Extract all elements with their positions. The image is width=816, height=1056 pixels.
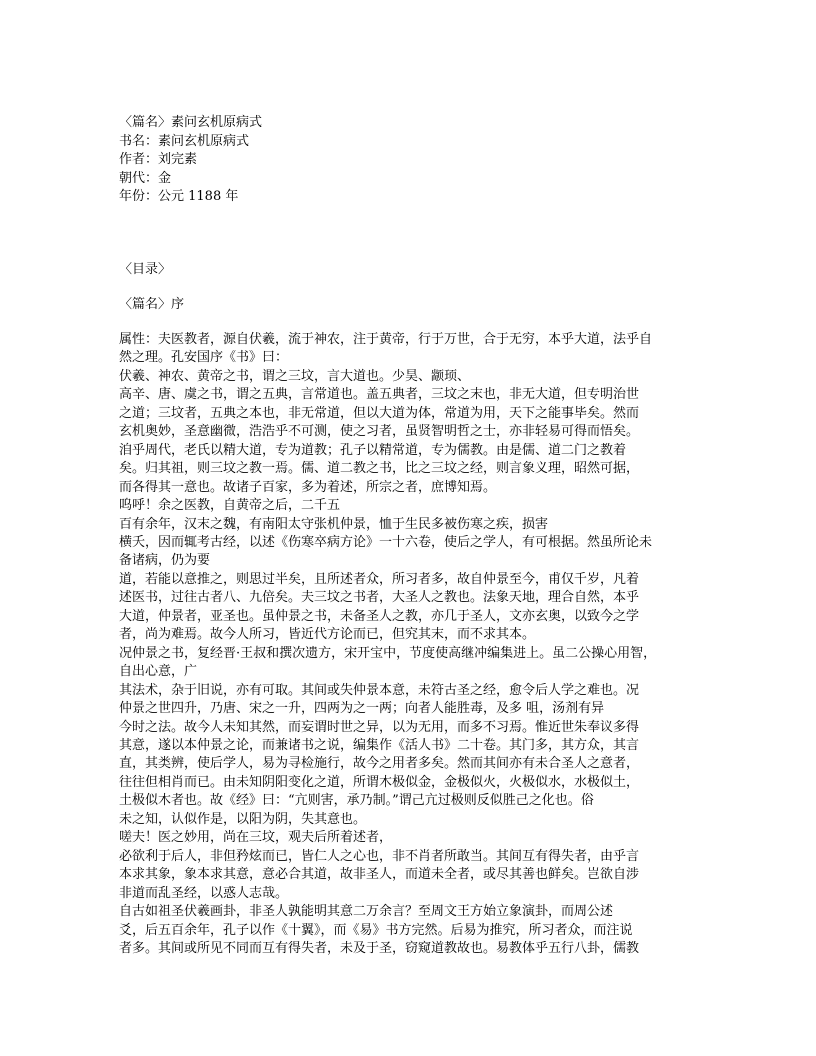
text-line: 洎乎周代，老氏以精大道，专为道教；孔子以精常道，专为儒教。由是儒、道二门之教着 (119, 442, 627, 458)
year-line: 年份：公元 1188 年 (119, 189, 239, 204)
text-line: 自出心意，广 (119, 664, 198, 680)
text-line: 其法术，杂于旧说，亦有可取。其间或失仲景本意，未符古圣之经，愈令后人学之难也。况 (119, 682, 640, 698)
text-line: 伏羲、神农、黄帝之书，谓之三坟，言大道也。少昊、颛顼、 (119, 368, 471, 384)
text-line: 本求其象，象本求其意，意必合其道，故非圣人，而道未全者，或尽其善也鲜矣。岂欲自涉 (119, 867, 640, 883)
text-line: 爻，后五百余年，孔子以作《十翼》，而《易》书方完然。后易为推究，所习者众，而注说 (119, 922, 633, 938)
text-line: 道，若能以意推之，则思过半矣，且所述者众，所习者多，故自仲景至今，甫仅千岁，凡着 (119, 571, 640, 587)
text-line: 横夭，因而辄考古经，以述《伤寒卒病方论》一十六卷，使后之学人，有可根据。然虽所论未 (119, 534, 653, 550)
text-line: 非道而乱圣经，以惑人志哉。 (119, 885, 289, 901)
text-line: 者多。其间或所见不同而互有得失者，未及于圣，窃窥道教故也。易教体乎五行八卦，儒教 (119, 940, 640, 956)
text-line: 今时之法。故今人未知其然，而妄谓时世之异，以为无用，而多不习焉。惟近世朱奉议多得 (119, 719, 640, 735)
text-line: 述医书，过往古者八、九倍矣。夫三坟之书者，大圣人之教也。法象天地，理合自然，本乎 (119, 590, 640, 606)
dynasty-line: 朝代：金 (119, 170, 172, 186)
text-line: 土极似木者也。故《经》曰：“亢则害，承乃制。”谓己亢过极则反似胜己之化也。俗 (119, 793, 594, 809)
metadata-block (119, 114, 262, 207)
text-line: 矣。归其祖，则三坟之教一焉。儒、道二教之书，比之三坟之经，则言象义理，昭然可据， (119, 461, 640, 477)
toc-label: 〈目录〉 (119, 262, 172, 277)
text-line: 直，其类辨，使后学人，易为寻检施行，故今之用者多矣。然而其间亦有未合圣人之意者， (119, 756, 640, 772)
text-line: 往往但相肖而已。由未知阴阳变化之道，所谓木极似金，金极似火，火极似水，水极似土， (119, 774, 640, 790)
text-line: 属性：夫医教者，源自伏羲，流于神农，注于黄帝，行于万世，合于无穷，本乎大道，法乎自 (119, 332, 653, 347)
text-line: 呜呼！余之医教，自黄帝之后，二千五 (119, 498, 341, 514)
body-text (119, 331, 699, 958)
book-name-line: 书名：素问玄机原病式 (119, 133, 250, 149)
text-line: 嗟夫！医之妙用，尚在三坟，观夫后所着述者， (119, 830, 393, 846)
text-line: 者，尚为难焉。故今人所习，皆近代方论而已，但究其末，而不求其本。 (119, 627, 536, 643)
text-line: 玄机奥妙，圣意幽微，浩浩乎不可测，使之习者，虽贤智明哲之士，亦非轻易可得而悟矣。 (119, 424, 640, 440)
text-line: 大道，仲景者，亚圣也。虽仲景之书，未备圣人之教，亦几于圣人，文亦玄奥，以致今之学 (119, 608, 640, 624)
title-line: 〈篇名〉素问玄机原病式 (119, 115, 263, 130)
text-line: 然之理。孔安国序《书》曰： (119, 350, 289, 366)
section-title: 〈篇名〉序 (119, 297, 185, 312)
text-line: 必欲利于后人，非但矜炫而已，皆仁人之心也，非不肖者所敢当。其间互有得失者，由乎言 (119, 848, 640, 864)
text-line: 其意，遂以本仲景之论，而兼诸书之说，编集作《活人书》二十卷。其门多，其方众，其言 (119, 737, 640, 753)
author-line: 作者：刘完素 (119, 152, 198, 167)
text-line: 自古如祖圣伏羲画卦，非圣人孰能明其意二万余言？至周文王方始立象演卦，而周公述 (119, 904, 614, 920)
text-line: 未之知，认似作是，以阳为阴，失其意也。 (119, 811, 367, 827)
text-line: 况仲景之书，复经晋·王叔和撰次遗方，宋开宝中，节度使高继冲编集进上。虽二公操心用智， (119, 645, 657, 661)
text-line: 之道；三坟者，五典之本也，非无常道，但以大道为体，常道为用，天下之能事毕矣。然而 (119, 405, 640, 421)
text-line: 备诸病，仍为要 (119, 553, 211, 569)
text-line: 而各得其一意也。故诸子百家，多为着述，所宗之者，庶博知焉。 (119, 479, 497, 495)
text-line: 高辛、唐、虞之书，谓之五典，言常道也。盖五典者，三坟之末也，非无大道，但专明治世 (119, 387, 640, 403)
text-line: 百有余年，汉末之魏，有南阳太守张机仲景，恤于生民多被伤寒之疾，损害 (119, 516, 549, 532)
text-line: 仲景之世四升，乃唐、宋之一升，四两为之一两；向者人能胜毒，及多 咀，汤剂有异 (119, 701, 605, 717)
